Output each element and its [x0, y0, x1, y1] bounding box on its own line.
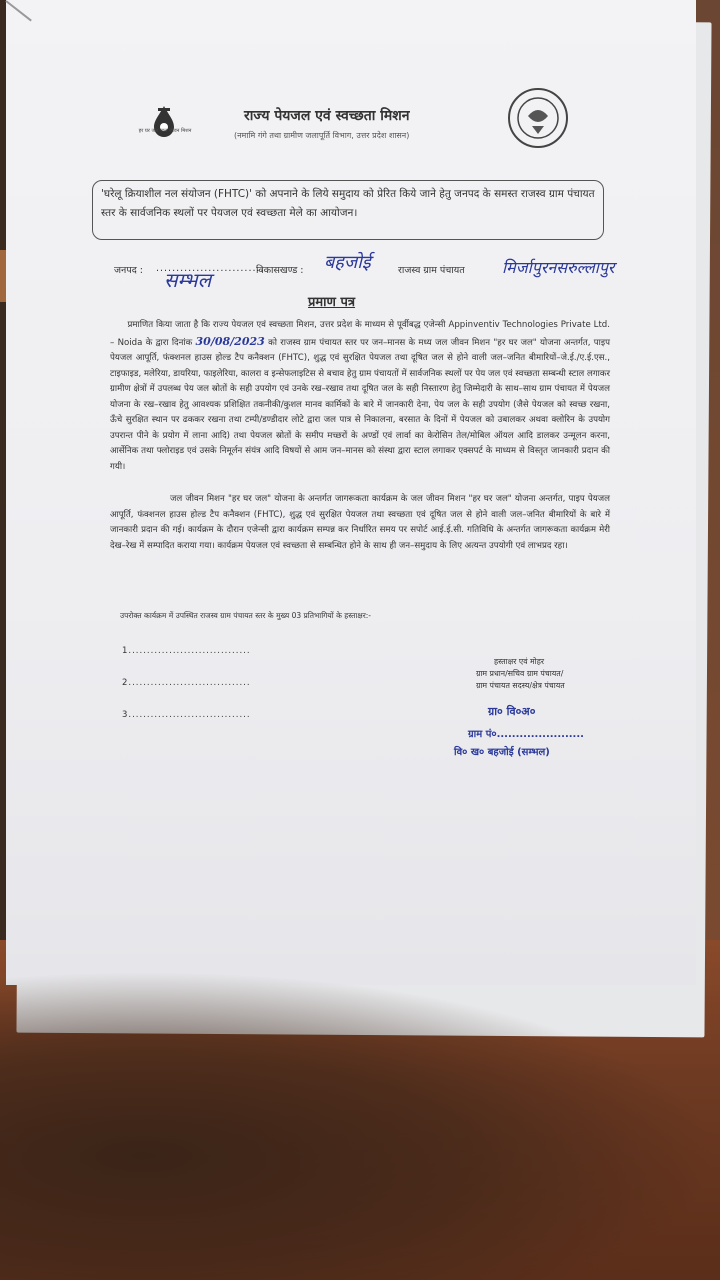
har-ghar-jal-logo-icon: [138, 92, 190, 152]
signature-line-1: 1.................................: [122, 646, 251, 656]
district-value: सम्भल: [164, 268, 212, 292]
page-fold: [5, 0, 31, 21]
authority-block: [476, 656, 636, 692]
authority-line-2: ग्राम प्रधान/सचिव ग्राम पंचायत/: [476, 669, 564, 678]
para1-before-date: प्रमाणित किया जाता है कि राज्य पेयजल एवं स्वच्छता मिशन, उत्तर प्रदेश के माध्यम से पूर्वीबद्ध एजेन्सी Appinventiv Technologies Private Ltd. – Noida के द्वारा दिनांक: [110, 320, 610, 348]
signatories-note: उपरोक्त कार्यक्रम में उपस्थित राजस्व ग्राम पंचायत स्तर के मुख्य 03 प्रतिभागियों के हस्ताक्षर:-: [120, 611, 372, 620]
notice-box: 'घरेलू क्रियाशील नल संयोजन (FHTC)' को अपनाने के लिये समुदाय को प्रेरित किये जाने हेतु जनपद के समस्त राजस्व ग्राम पंचायत स्तर के सार्वजनिक स्थलों पर पेयजल एवं स्वच्छता मेले का आयोजन।: [92, 180, 604, 240]
certificate-title: प्रमाण पत्र: [308, 295, 356, 310]
signature-line-2: 2.................................: [122, 678, 251, 688]
signature-line-3: 3.................................: [122, 710, 251, 720]
document-page: [6, 0, 696, 985]
stamp-line-2: ग्राम पं०.......................: [468, 729, 584, 740]
logo-caption: हर घर जल जल जीवन मिशन: [138, 128, 192, 134]
authority-line-1: हस्ताक्षर एवं मोहर: [494, 657, 545, 666]
block-value: बहजोई: [324, 252, 371, 273]
district-label: जनपद :: [114, 265, 143, 276]
para1-after-date: को राजस्व ग्राम पंचायत स्तर पर जन–मानस के मध्य जल जीवन मिशन "हर घर जल" योजना अन्तर्गत, पाइप पेयजल आपूर्ति, फंक्शनल हाउस होल्ड टैप कनैक्शन (FHTC), शुद्ध एवं सुरक्षित पेयजल तथा दूषित जल से होने वाली जल–जनित बीमारियों–जे.ई./ए.ई.एस., टाइफाइड, मलेरिया, डायरिया, फाइलेरिया, कालरा व इन्सेफलाइटिस से बचाव हेतु ग्राम पंचायतों में सार्वजनिक स्थलों पर पेय जल एवं स्वच्छता सम्बन्धी स्टाल लगाकर ग्रामीण क्षेत्रों में उपलब्ध पेय जल स्रोतों के सही उपयोग एवं उनके रख–रखाव तथा दूषित जल के सही निस्तारण हेतु जिम्मेदारी के साथ–साथ ग्राम पंचायत में पेयजल योजना के रख–रखाव हेतु आवश्यक प्रशिक्षित तकनीकी/कुशल मानव कार्मिकों के बारे में जानकारी देना, पेय जल के सही उपयोग (जैसे पेयजल को स्वच्छ रखना, ऊँचे सुरक्षित स्थान पर ढककर रखना तथा टम्पी/डण्डीदार लोटे द्वारा जल पात्र से निकालना, बरसात के दिनों में पेयजल को उबालकर अथवा क्लोरिन के उपयोग उपरान्त पीने के प्रयोग में लाना आदि) तथा पेयजल स्रोतों के समीप मच्छरों के अण्डों एवं लार्वा का केरोसिन तेल/मोबिल ऑयल आदि डालकर उन्मूलन करना, आर्सेनिक तथा फ्लोराइड एवं उसके निमूर्लन संयंत्र आदि विषयों से आम जन–मानस को संस्था द्वारा स्टाल लगाकर एक्सपर्ट के माध्यम से विस्तृत जानकारी प्रदान की गयी।: [110, 337, 611, 472]
org-title: राज्य पेयजल एवं स्वच्छता मिशन: [244, 108, 410, 124]
district-dots: ...........................: [156, 263, 265, 274]
panchayat-value: मिर्जापुरनसरुल्लापुर: [502, 258, 615, 277]
certificate-paragraph-2: जल जीवन मिशन "हर घर जल" योजना के अन्तर्गत जागरूकता कार्यक्रम के जल जीवन मिशन "हर घर जल" योजना अन्तर्गत, पाइप पेयजल आपूर्ति, फंक्शनल हाउस होल्ड टैप कनैक्शन (FHTC), शुद्ध एवं सुरक्षित पेयजल तथा स्वच्छता एवं दूषित जल से होने वाली जल–जनित बीमारियों के बारे में जानकारी प्रदान की गई। कार्यक्रम के दौरान एजेन्सी द्वारा कार्यक्रम सम्पन्न कर निर्धारित समय पर सपोर्ट आई.ई.सी. गतिविधि के अन्तर्गत जागरूकता कार्यक्रम मेरी देख–रेख में सम्पादित कराया गया। कार्यक्रम पेयजल एवं स्वच्छता से सम्बन्धित होने के साथ ही जन–समुदाय के लिए अत्यन्त उपयोगी एवं लाभप्रद रहा।: [110, 494, 610, 551]
org-subtitle: (नमामि गंगे तथा ग्रामीण जलापूर्ति विभाग, उत्तर प्रदेश शासन): [234, 131, 410, 140]
program-date: 30/08/2023: [195, 334, 265, 348]
stamp-line-1: ग्रा० वि०अ०: [488, 705, 536, 718]
stamp-line-3: वि० ख० बहजोई (सम्भल): [454, 747, 550, 758]
hand-shadow: [0, 970, 720, 1280]
up-government-emblem-icon: [506, 86, 570, 150]
certificate-paragraph-1: [110, 318, 610, 475]
panchayat-label: राजस्व ग्राम पंचायत: [398, 265, 465, 276]
block-label: विकासखण्ड :: [256, 265, 304, 276]
authority-line-3: ग्राम पंचायत सदस्य/क्षेत्र पंचायत: [476, 681, 565, 690]
